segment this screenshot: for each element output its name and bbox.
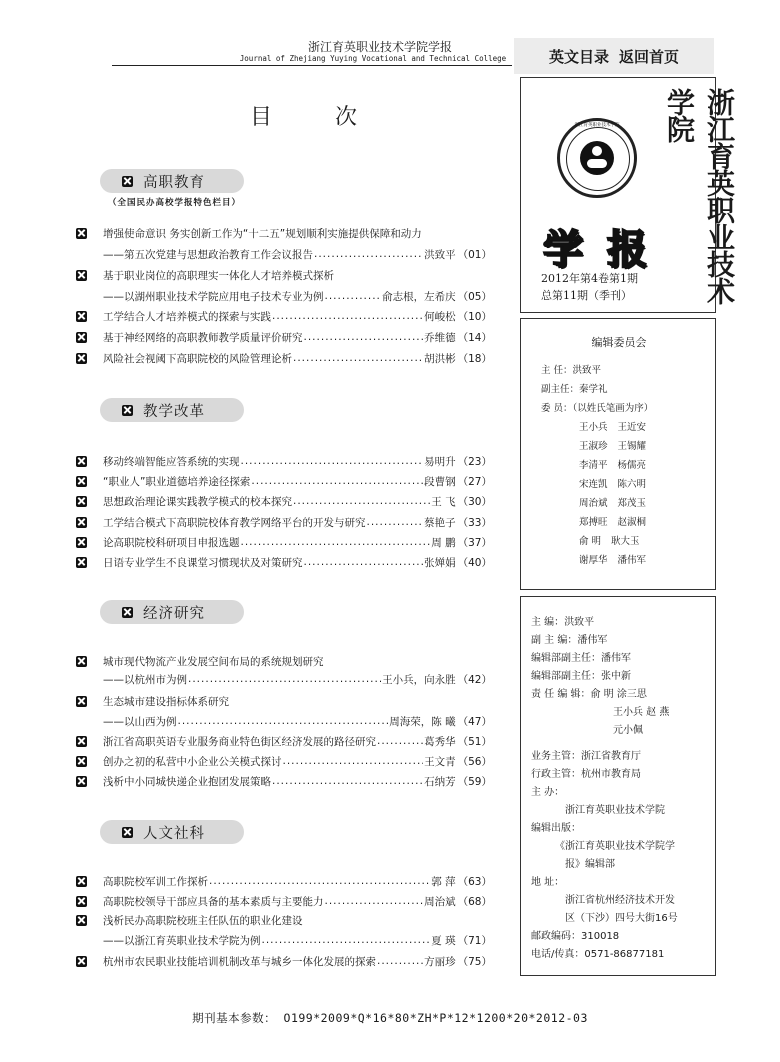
entry-author: 何峻松 — [424, 310, 456, 323]
entry-author: 易明升 — [424, 455, 456, 468]
member-row — [579, 476, 646, 490]
member-name: 李清平 — [579, 460, 608, 471]
toc-entry[interactable] — [76, 223, 492, 243]
x-bullet-icon — [76, 656, 87, 667]
x-bullet-icon — [122, 827, 133, 838]
toc-entry[interactable] — [76, 751, 492, 771]
dot-leader — [304, 331, 424, 343]
responsible-editors-row2: 王小兵 赵 燕 — [613, 707, 670, 718]
x-bullet-icon — [76, 557, 87, 568]
entry-author: 王文青 — [424, 755, 456, 768]
dot-leader — [209, 875, 430, 887]
dot-leader — [283, 755, 424, 767]
member-name: 郑搏旺 — [579, 517, 608, 528]
entry-title: 高职院校领导干部应具备的基本素质与主要能力 — [103, 895, 324, 908]
entry-title: 移动终端智能应答系统的实现 — [103, 455, 240, 468]
entry-page: （14） — [457, 331, 492, 344]
entry-page: （56） — [457, 755, 492, 768]
header-divider — [112, 65, 512, 66]
entry-title: 杭州市农民职业技能培训机制改革与城乡一体化发展的探索 — [103, 955, 376, 968]
journal-parameters: 期刊基本参数： O199*2009*Q*16*80*ZH*P*12*1200*20*2012-03 — [192, 1011, 588, 1025]
entry-page: （42） — [457, 673, 492, 686]
board-vice-director — [541, 381, 608, 395]
member-name: 耿大玉 — [611, 536, 640, 547]
entry-page: （47） — [457, 715, 492, 728]
responsible-editors-row3: 元小佩 — [613, 725, 643, 736]
dot-leader — [262, 934, 431, 946]
entry-author: 胡洪彬 — [424, 352, 456, 365]
entry-author: 周治斌 — [424, 895, 456, 908]
x-bullet-icon — [76, 228, 87, 239]
section-title: 人文社科 — [143, 825, 205, 842]
entry-page: （23） — [457, 455, 492, 468]
entry-title: 生态城市建设指标体系研究 — [103, 695, 229, 708]
member-name: 赵淑桐 — [617, 517, 647, 528]
postcode: 邮政编码：310018 — [531, 931, 620, 942]
entry-author: 石纳芳 — [424, 775, 456, 788]
entry-title: ——第五次党建与思想政治教育工作会议报告 — [103, 248, 313, 261]
entry-author: 蔡艳子 — [424, 516, 456, 529]
entry-page: （27） — [457, 475, 492, 488]
entry-title: 浙江省高职英语专业服务商业特色街区经济发展的路径研究 — [103, 735, 376, 748]
dept-deputy — [531, 649, 631, 664]
member-name: 杨儒亮 — [617, 460, 647, 471]
publisher-label: 编辑出版： — [531, 823, 581, 834]
entry-author: 俞志根，左希庆 — [382, 290, 456, 303]
entry-page: （33） — [457, 516, 492, 529]
toc-entry[interactable] — [76, 691, 492, 711]
journal-title-cn: 浙江育英职业技术学院学报 — [307, 40, 452, 54]
entry-author: 乔维德 — [424, 331, 456, 344]
dot-leader — [241, 536, 431, 548]
toc-entry[interactable] — [76, 306, 492, 326]
address-line2: 区（下沙）四号大街16号 — [565, 913, 678, 924]
dot-leader — [241, 455, 424, 467]
toc-entry[interactable] — [76, 651, 492, 671]
dot-leader — [293, 495, 430, 507]
label: 副 主 编： — [531, 635, 578, 646]
x-bullet-icon — [76, 311, 87, 322]
x-bullet-icon — [76, 353, 87, 364]
dot-leader — [367, 516, 424, 528]
member-row — [579, 514, 646, 528]
director-name: 洪致平 — [572, 365, 602, 376]
toc-entry[interactable] — [103, 711, 492, 731]
x-bullet-icon — [76, 876, 87, 887]
value: 杭州市教育局 — [581, 769, 641, 780]
publisher-line1: 《浙江育英职业技术学院学 — [555, 841, 675, 852]
toc-entry[interactable] — [103, 244, 492, 264]
label: 业务主管： — [531, 751, 581, 762]
dot-leader — [377, 735, 423, 747]
section-header-teaching-reform — [100, 398, 244, 422]
value: 洪致平 — [564, 617, 595, 628]
publisher-line2: 报》编辑部 — [565, 859, 615, 870]
section-subtitle: （全国民办高校学报特色栏目） — [108, 198, 242, 208]
toc-entry[interactable] — [76, 891, 492, 911]
address-label: 地 址： — [531, 877, 565, 888]
home-link[interactable]: 返回首页 — [619, 47, 680, 66]
entry-title: 日语专业学生不良课堂习惯现状及对策研究 — [103, 556, 303, 569]
dot-leader — [251, 475, 423, 487]
value: 俞 明 涂三思 — [590, 689, 647, 700]
x-bullet-icon — [76, 517, 87, 528]
toc-entry[interactable] — [76, 910, 492, 930]
entry-title: 城市现代物流产业发展空间布局的系统规划研究 — [103, 655, 324, 668]
entry-author: 方丽珍 — [424, 955, 456, 968]
address-line1: 浙江省杭州经济技术开发 — [565, 895, 675, 906]
host-value: 浙江育英职业技术学院 — [565, 805, 665, 816]
member-name: 王淑珍 — [579, 441, 608, 452]
toc-entry[interactable] — [76, 451, 492, 471]
dot-leader — [272, 310, 423, 322]
x-bullet-icon — [122, 176, 133, 187]
dot-leader — [188, 673, 381, 685]
journal-cover — [520, 77, 736, 313]
entry-author: 葛秀华 — [424, 735, 456, 748]
members-label: 委 员： — [541, 403, 573, 414]
publication-info — [520, 596, 716, 976]
entry-page: （63） — [457, 875, 492, 888]
entry-author: 王小兵，向永胜 — [382, 673, 456, 686]
entry-title: ——以杭州市为例 — [103, 673, 187, 686]
college-seal-logo — [557, 118, 637, 198]
entry-title: 基于神经网络的高职教师教学质量评价研究 — [103, 331, 303, 344]
entry-title: 浅析中小同城快递企业抱团发展策略 — [103, 775, 271, 788]
section-header-humanities — [100, 820, 244, 844]
entry-title: 创办之初的私营中小企业公关模式探讨 — [103, 755, 282, 768]
entry-title: ——以山西为例 — [103, 715, 177, 728]
vice-label: 副主任： — [541, 384, 580, 395]
x-bullet-icon — [122, 607, 133, 618]
dot-leader — [377, 955, 423, 967]
member-name: 陈六明 — [617, 479, 647, 490]
x-bullet-icon — [76, 736, 87, 747]
cover-char-bao: 报 — [607, 226, 647, 273]
entry-page: （05） — [457, 290, 492, 303]
member-row — [579, 552, 646, 566]
toc-entry[interactable] — [76, 552, 492, 572]
x-bullet-icon — [76, 915, 87, 926]
x-bullet-icon — [76, 456, 87, 467]
section-title: 经济研究 — [143, 605, 205, 622]
x-bullet-icon — [76, 332, 87, 343]
member-name: 王锡耀 — [617, 441, 647, 452]
label: 编辑部副主任： — [531, 671, 601, 682]
entry-title: 浅析民办高职院校班主任队伍的职业化建设 — [103, 914, 303, 927]
member-name: 王近安 — [617, 422, 647, 433]
dot-leader — [178, 715, 389, 727]
issue-total: 总第11期（季刊） — [541, 289, 632, 302]
entry-title: “职业人”职业道德培养途径探索 — [103, 475, 251, 488]
entry-author: 周海荣，陈 曦 — [389, 715, 456, 728]
entry-page: （59） — [457, 775, 492, 788]
entry-page: （30） — [457, 495, 492, 508]
seal-emblem-icon — [580, 141, 614, 175]
entry-page: （68） — [457, 895, 492, 908]
toc-entry[interactable] — [76, 771, 492, 791]
entry-page: （40） — [457, 556, 492, 569]
member-name: 周治斌 — [579, 498, 608, 509]
seal-text: 浙江育英职业技术学院 — [574, 123, 620, 128]
x-bullet-icon — [76, 696, 87, 707]
section-title: 教学改革 — [143, 403, 205, 420]
issue-volume: 2012年第4卷第1期 — [541, 272, 638, 285]
cover-xuebao-logo — [543, 218, 647, 275]
dot-leader — [325, 895, 424, 907]
member-name: 宋连凯 — [579, 479, 608, 490]
entry-title: ——以浙江育英职业技术学院为例 — [103, 934, 261, 947]
admin-supervisor — [531, 765, 641, 780]
section-header-economic-research — [100, 600, 244, 624]
label: 责 任 编 辑： — [531, 689, 591, 700]
board-title: 编辑委员会 — [591, 336, 647, 349]
editorial-board — [520, 318, 716, 590]
x-bullet-icon — [122, 405, 133, 416]
dot-leader — [304, 556, 424, 568]
x-bullet-icon — [76, 496, 87, 507]
dept-deputy-2 — [531, 667, 631, 682]
entry-title: 思想政治理论课实践教学模式的校本探究 — [103, 495, 292, 508]
entry-title: 风险社会视阈下高职院校的风险管理论析 — [103, 352, 292, 365]
entry-author: 郭 萍 — [431, 875, 456, 888]
top-nav — [514, 38, 714, 74]
x-bullet-icon — [76, 956, 87, 967]
entry-title: 高职院校军训工作探析 — [103, 875, 208, 888]
entry-page: （37） — [457, 536, 492, 549]
phone-fax: 电话/传真：0571-86877181 — [531, 949, 665, 960]
toc-entry[interactable] — [76, 348, 492, 368]
english-toc-link[interactable]: 英文目录 — [548, 47, 609, 66]
value: 潘伟军 — [601, 653, 631, 664]
toc-entry[interactable] — [76, 471, 492, 491]
dot-leader — [325, 290, 382, 302]
member-row — [579, 457, 646, 471]
entry-page: （51） — [457, 735, 492, 748]
toc-entry[interactable] — [76, 512, 492, 532]
toc-entry[interactable] — [103, 286, 492, 306]
entry-page: （71） — [457, 934, 492, 947]
entry-title: 工学结合模式下高职院校体育教学网络平台的开发与研究 — [103, 516, 366, 529]
member-name: 潘伟军 — [617, 555, 647, 566]
member-name: 王小兵 — [579, 422, 608, 433]
x-bullet-icon — [76, 537, 87, 548]
member-row — [579, 438, 646, 452]
business-supervisor — [531, 747, 641, 762]
section-header-vocational-education — [100, 169, 244, 193]
label: 主 编： — [531, 617, 565, 628]
entry-author: 段曹钢 — [424, 475, 456, 488]
x-bullet-icon — [76, 756, 87, 767]
toc-entry[interactable] — [76, 951, 492, 971]
entry-page: （01） — [457, 248, 492, 261]
member-row — [579, 533, 640, 547]
dot-leader — [314, 248, 423, 260]
entry-page: （10） — [457, 310, 492, 323]
responsible-editors — [531, 685, 647, 700]
toc-title: 目 次 — [250, 105, 385, 130]
value: 浙江省教育厅 — [581, 751, 641, 762]
entry-title: 工学结合人才培养模式的探索与实践 — [103, 310, 271, 323]
toc-entry[interactable] — [76, 327, 492, 347]
x-bullet-icon — [76, 476, 87, 487]
cover-char-xue: 学 — [543, 226, 583, 273]
toc-entry[interactable] — [76, 532, 492, 552]
toc-entry[interactable] — [103, 930, 492, 950]
member-row — [579, 495, 646, 509]
section-title: 高职教育 — [143, 174, 205, 191]
cover-vertical-title: 浙江育英职业技术学院 — [663, 88, 736, 304]
toc-entry[interactable] — [76, 871, 492, 891]
member-name: 谢厚华 — [579, 555, 608, 566]
value: 张中新 — [601, 671, 631, 682]
x-bullet-icon — [76, 896, 87, 907]
dot-leader — [272, 775, 423, 787]
entry-title: 论高职院校科研项目申报选题 — [103, 536, 240, 549]
deputy-editor — [531, 631, 607, 646]
host-label: 主 办： — [531, 787, 565, 798]
toc-entry[interactable] — [76, 731, 492, 751]
board-members-heading — [541, 400, 653, 414]
vice-name: 秦学礼 — [579, 384, 608, 395]
members-note: （以姓氏笔画为序） — [572, 403, 654, 414]
entry-author: 夏 瑛 — [431, 934, 456, 947]
entry-author: 张婵娟 — [424, 556, 456, 569]
member-name: 俞 明 — [579, 536, 602, 547]
entry-author: 洪致平 — [424, 248, 456, 261]
toc-entry[interactable] — [76, 491, 492, 511]
entry-title: 基于职业岗位的高职理实一体化人才培养模式探析 — [103, 269, 334, 282]
value: 潘伟军 — [577, 635, 608, 646]
journal-title-en: Journal of Zhejiang Yuying Vocational and Technical College — [239, 54, 507, 63]
member-row — [579, 419, 646, 433]
label: 编辑部副主任： — [531, 653, 601, 664]
entry-author: 王 飞 — [431, 495, 456, 508]
dot-leader — [293, 352, 423, 364]
chief-editor — [531, 613, 594, 628]
x-bullet-icon — [76, 270, 87, 281]
toc-entry[interactable] — [76, 265, 492, 285]
toc-entry[interactable] — [103, 669, 492, 689]
entry-page: （18） — [457, 352, 492, 365]
x-bullet-icon — [76, 776, 87, 787]
entry-title: ——以湖州职业技术学院应用电子技术专业为例 — [103, 290, 324, 303]
director-label: 主 任： — [541, 365, 573, 376]
board-director — [541, 362, 601, 376]
entry-author: 周 鹏 — [431, 536, 456, 549]
label: 行政主管： — [531, 769, 581, 780]
entry-page: （75） — [457, 955, 492, 968]
member-name: 郑茂玉 — [617, 498, 647, 509]
entry-title: 增强使命意识 务实创新工作为“十二五”规划顺利实施提供保障和动力 — [103, 227, 422, 240]
